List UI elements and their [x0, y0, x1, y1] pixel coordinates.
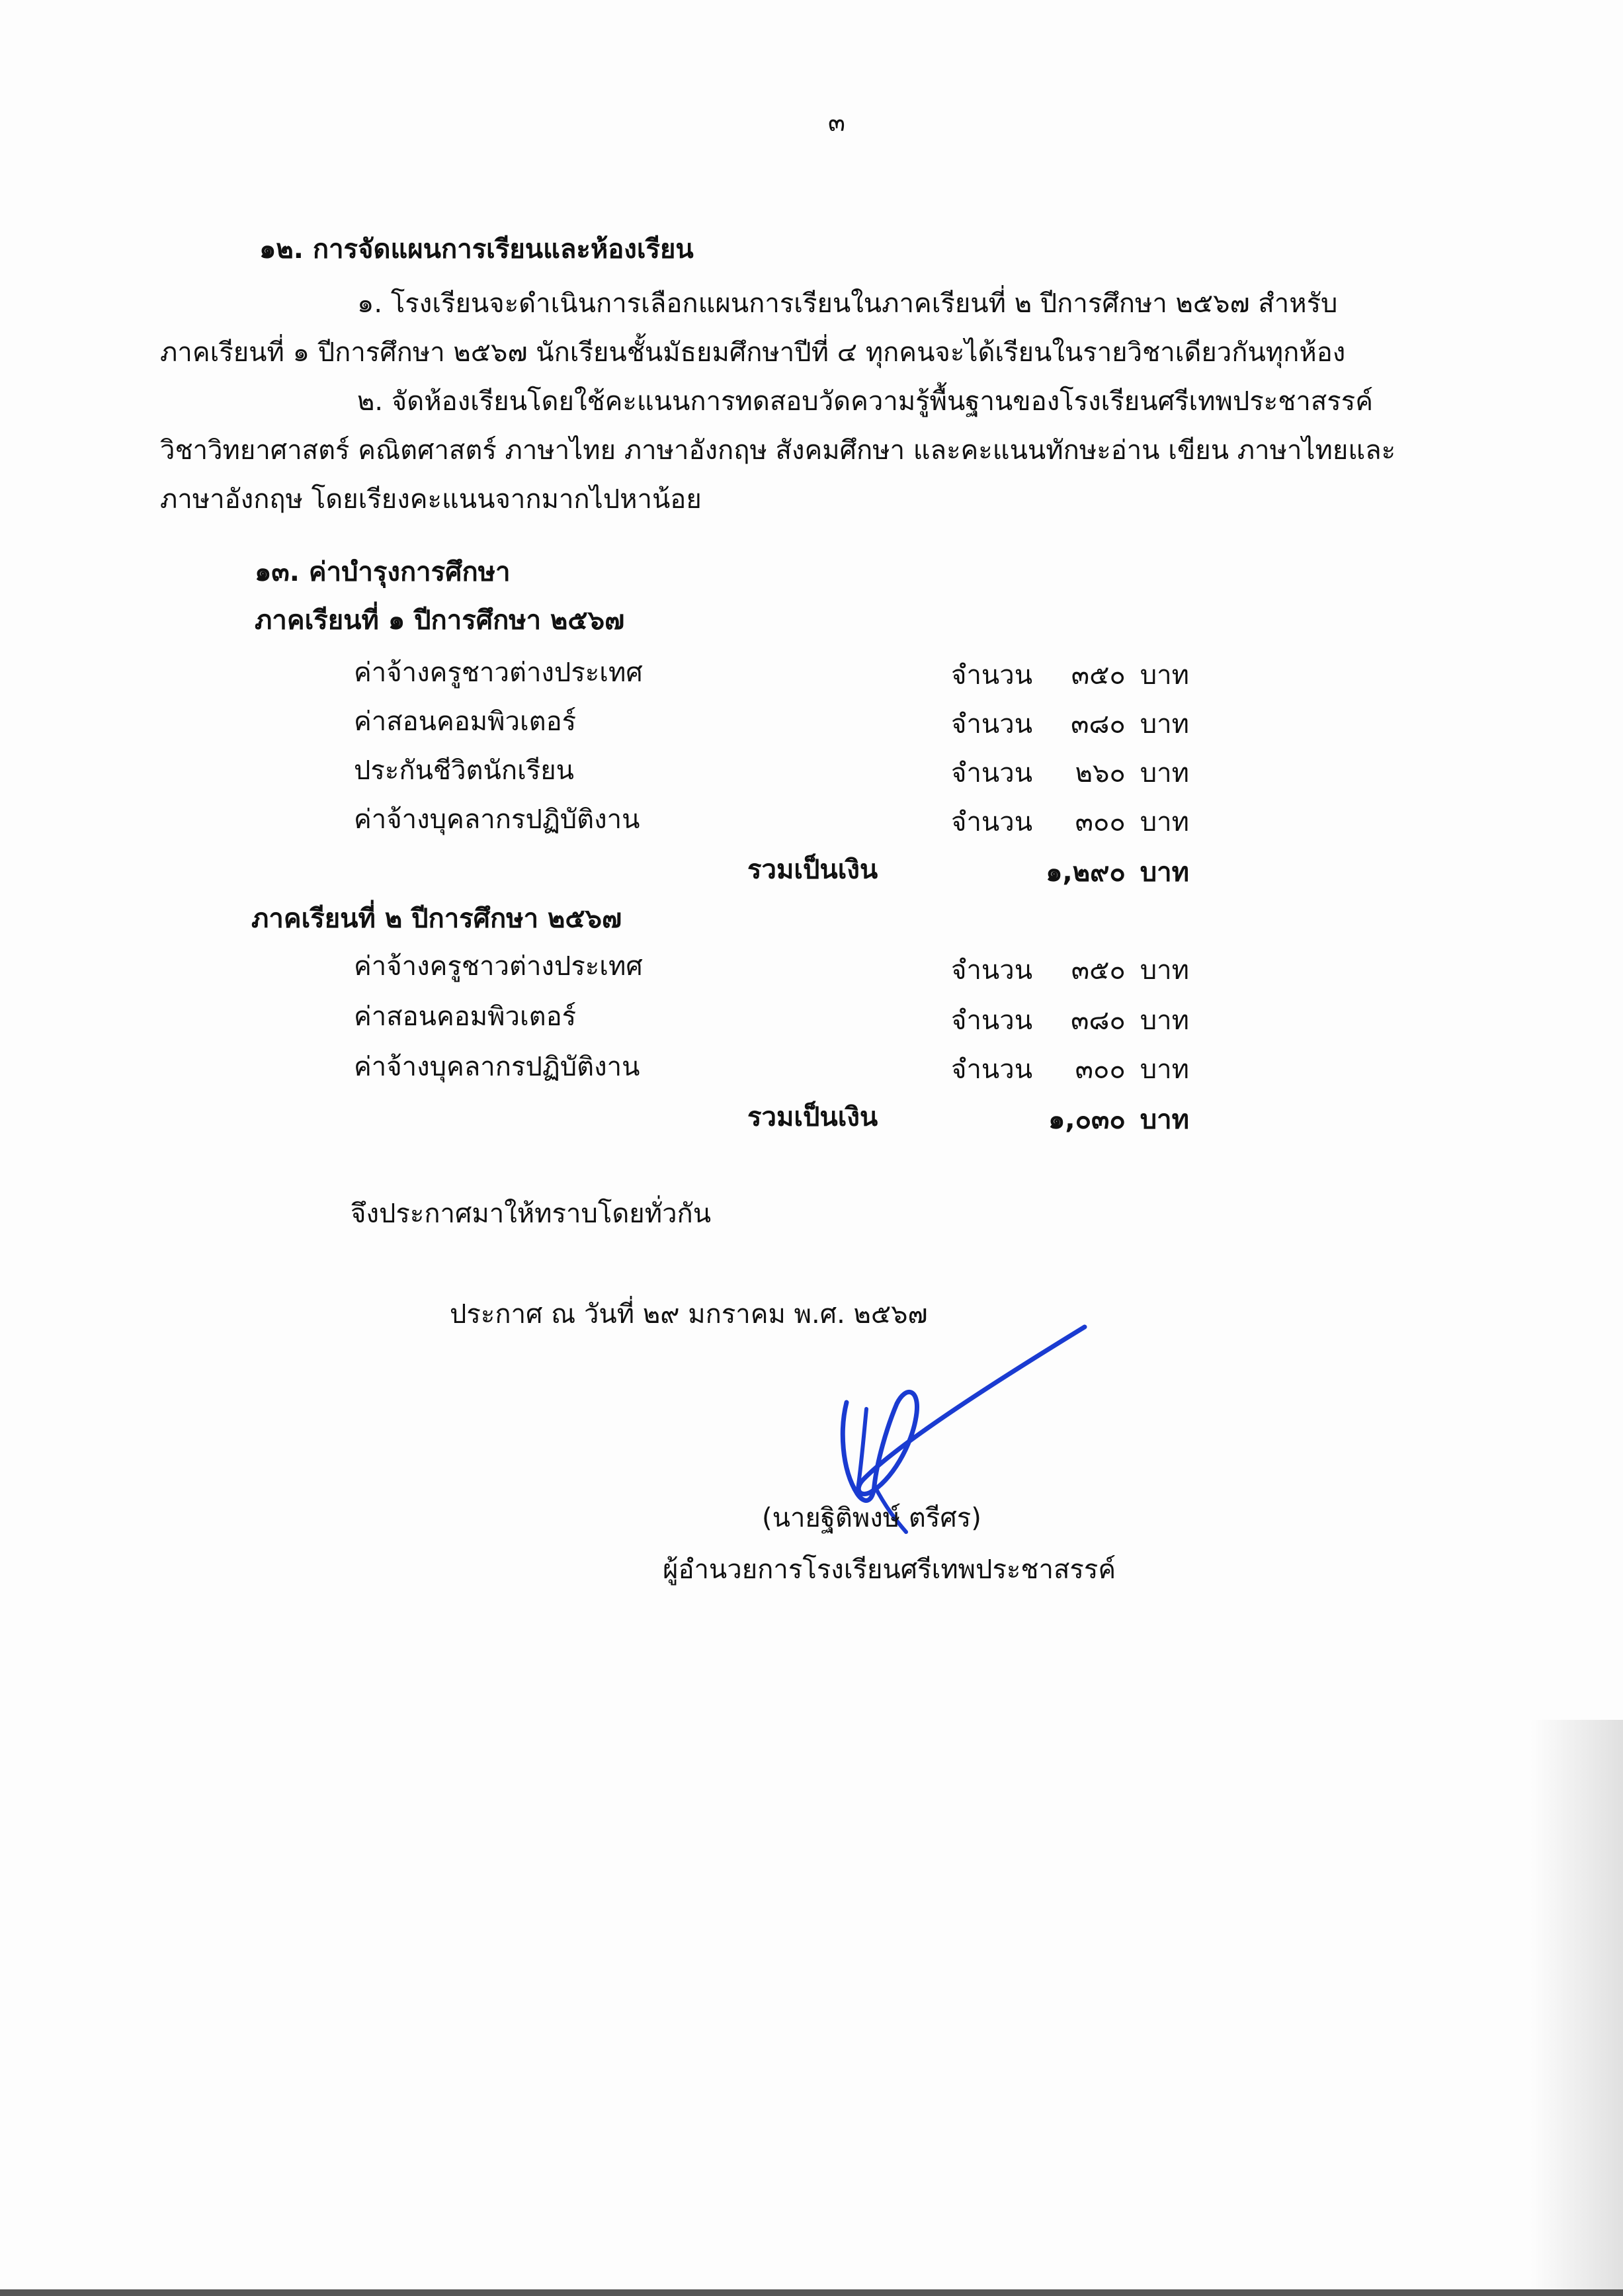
term2-total-label: รวมเป็นเงิน	[747, 1102, 878, 1132]
currency-label: บาท	[1140, 660, 1189, 691]
fee-item-name: ค่าสอนคอมพิวเตอร์	[354, 1001, 577, 1032]
currency-label: บาท	[1140, 807, 1189, 837]
closing-text: จึงประกาศมาให้ทราบโดยทั่วกัน	[351, 1199, 712, 1229]
fee-item-name: ค่าจ้างบุคลากรปฏิบัติงาน	[354, 1052, 640, 1082]
total-value: ๑,๐๓๐	[1048, 1105, 1126, 1135]
term2-total-amount	[951, 1103, 1189, 1136]
currency-label: บาท	[1140, 758, 1189, 788]
amount-value: ๓๕๐	[1071, 955, 1126, 986]
currency-label: บาท	[1140, 709, 1189, 740]
amount-value: ๓๘๐	[1071, 709, 1126, 740]
section-12-heading: ๑๒. การจัดแผนการเรียนและห้องเรียน	[259, 234, 694, 265]
currency-label: บาท	[1140, 955, 1189, 986]
section-12-p1-line1: ๑. โรงเรียนจะดำเนินการเลือกแผนการเรียนในภาคเรียนที่ ๒ ปีการศึกษา ๒๕๖๗ สำหรับ	[357, 288, 1338, 319]
currency-label: บาท	[1140, 1054, 1189, 1085]
amount-value: ๒๖๐	[1075, 758, 1126, 788]
section-12-p2-line3: ภาษาอังกฤษ โดยเรียงคะแนนจากมากไปหาน้อย	[160, 484, 702, 515]
fee-item-amount	[951, 806, 1189, 839]
fee-item-amount	[951, 757, 1189, 790]
fee-item-name: ค่าสอนคอมพิวเตอร์	[354, 706, 577, 737]
term1-heading: ภาคเรียนที่ ๑ ปีการศึกษา ๒๕๖๗	[255, 605, 625, 636]
fee-item-amount	[951, 1053, 1189, 1086]
currency-label: บาท	[1140, 1105, 1189, 1135]
fee-item-name: ประกันชีวิตนักเรียน	[354, 755, 575, 786]
amount-value: ๓๘๐	[1071, 1005, 1126, 1036]
currency-label: บาท	[1140, 1005, 1189, 1036]
amount-value: ๓๐๐	[1075, 1054, 1126, 1085]
amount-label: จำนวน	[951, 1005, 1033, 1036]
amount-label: จำนวน	[951, 709, 1033, 740]
amount-label: จำนวน	[951, 660, 1033, 691]
term2-heading: ภาคเรียนที่ ๒ ปีการศึกษา ๒๕๖๗	[251, 904, 622, 934]
scan-bottom-edge	[0, 2289, 1623, 2296]
section-13-heading: ๑๓. ค่าบำรุงการศึกษา	[255, 557, 511, 587]
amount-label: จำนวน	[951, 807, 1033, 837]
total-value: ๑,๒๙๐	[1046, 857, 1126, 888]
amount-label: จำนวน	[951, 758, 1033, 788]
currency-label: บาท	[1140, 857, 1189, 888]
term1-total-amount	[951, 856, 1189, 889]
fee-item-amount	[951, 708, 1189, 741]
amount-value: ๓๐๐	[1075, 807, 1126, 837]
announcement-date: ประกาศ ณ วันที่ ๒๙ มกราคม พ.ศ. ๒๕๖๗	[450, 1299, 928, 1330]
page-number: ๓	[828, 108, 845, 137]
signer-title: ผู้อำนวยการโรงเรียนศรีเทพประชาสรรค์	[663, 1554, 1116, 1585]
fee-item-name: ค่าจ้างครูชาวต่างประเทศ	[354, 658, 643, 688]
fee-item-name: ค่าจ้างบุคลากรปฏิบัติงาน	[354, 804, 640, 835]
signer-name: (นายฐิติพงษ์ ตรีศร)	[762, 1503, 981, 1533]
amount-value: ๓๕๐	[1071, 660, 1126, 691]
section-12-p2-line2: วิชาวิทยาศาสตร์ คณิตศาสตร์ ภาษาไทย ภาษาอังกฤษ สังคมศึกษา และคะแนนทักษะอ่าน เขียน ภาษาไทยและ	[160, 435, 1396, 466]
amount-label: จำนวน	[951, 1054, 1033, 1085]
scan-shadow	[1530, 1720, 1623, 2296]
fee-item-amount	[951, 659, 1189, 692]
fee-item-amount	[951, 954, 1189, 987]
section-12-p1-line2: ภาคเรียนที่ ๑ ปีการศึกษา ๒๕๖๗ นักเรียนชั้นมัธยมศึกษาปีที่ ๔ ทุกคนจะได้เรียนในรายวิชาเดียวกันทุกห้อง	[160, 337, 1346, 368]
term1-total-label: รวมเป็นเงิน	[747, 855, 878, 885]
fee-item-name: ค่าจ้างครูชาวต่างประเทศ	[354, 951, 643, 982]
amount-label: จำนวน	[951, 955, 1033, 986]
section-12-p2-line1: ๒. จัดห้องเรียนโดยใช้คะแนนการทดสอบวัดความรู้พื้นฐานของโรงเรียนศรีเทพประชาสรรค์	[357, 386, 1373, 417]
fee-item-amount	[951, 1004, 1189, 1037]
